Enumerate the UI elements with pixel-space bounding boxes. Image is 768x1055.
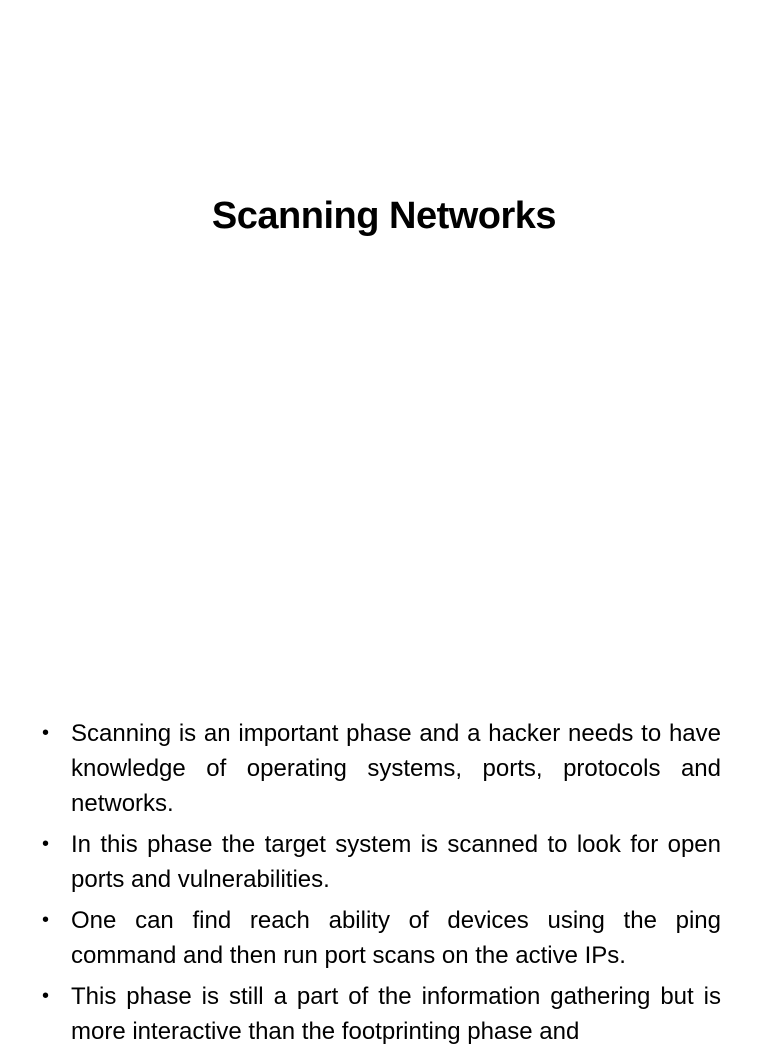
bullet-icon: • (42, 722, 50, 744)
bullet-text: This phase is still a part of the information gathering but is more interactive than the footprinting phase and (71, 983, 721, 1045)
list-item (40, 827, 721, 897)
list-item (40, 979, 721, 1049)
bullet-icon: • (42, 833, 50, 855)
bullet-text: In this phase the target system is scanned to look for open ports and vulnerabilities. (71, 831, 721, 893)
list-item (40, 716, 721, 821)
bullet-text: One can find reach ability of devices using the ping command and then run port scans on the active IPs. (71, 907, 721, 969)
bullet-icon: • (42, 909, 50, 931)
list-item (40, 903, 721, 973)
bullet-list (40, 716, 721, 1055)
slide-title: Scanning Networks (211, 195, 557, 237)
bullet-icon: • (42, 985, 50, 1007)
bullet-text: Scanning is an important phase and a hacker needs to have knowledge of operating systems, ports, protocols and networks. (71, 720, 721, 817)
